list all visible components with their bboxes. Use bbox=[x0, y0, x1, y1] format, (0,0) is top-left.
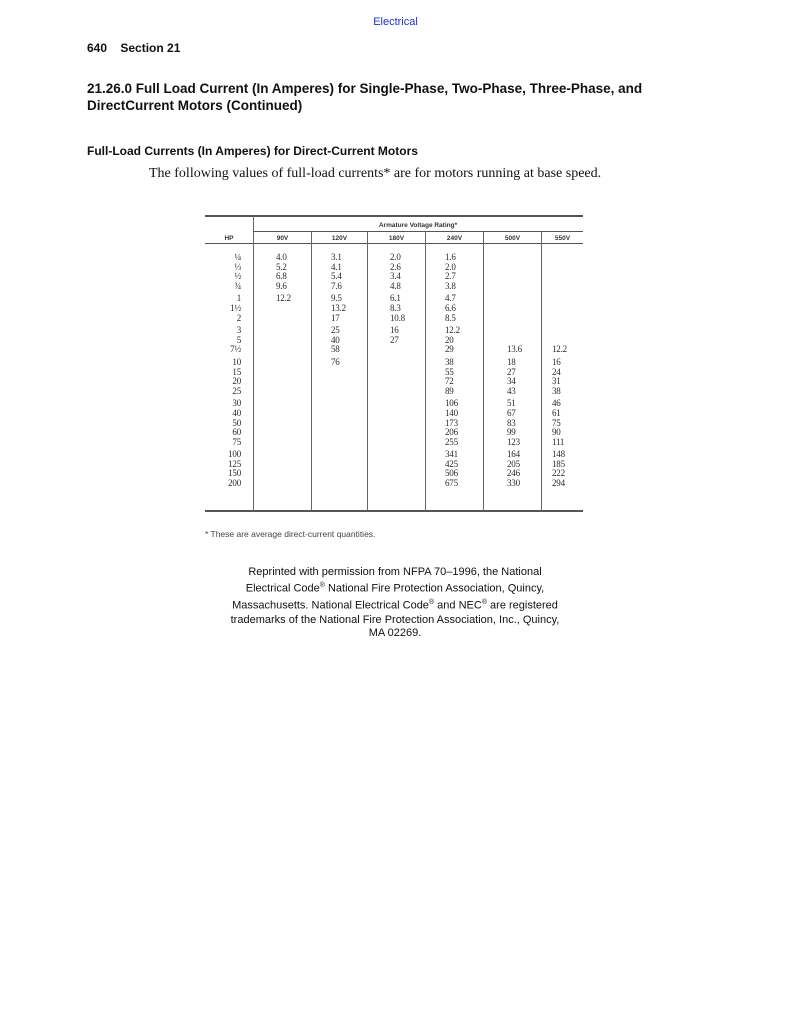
table-cell bbox=[276, 428, 291, 438]
column-header-180v: 180V bbox=[388, 235, 405, 242]
table-cell: 506 bbox=[445, 468, 458, 479]
table-divider bbox=[367, 232, 368, 511]
table-cell: 99 bbox=[507, 427, 516, 438]
v120-column bbox=[331, 253, 346, 489]
table-cell bbox=[276, 460, 291, 470]
table-cell: 341 bbox=[445, 449, 458, 460]
table-cell bbox=[552, 282, 567, 292]
table-divider bbox=[425, 232, 426, 511]
table-cell: 25 bbox=[331, 325, 340, 336]
table-cell: 12.2 bbox=[276, 293, 291, 304]
table-cell: 18 bbox=[507, 356, 516, 367]
reprint-credit bbox=[205, 566, 585, 640]
table-cell: 30 bbox=[232, 398, 241, 409]
table-cell: 76 bbox=[331, 356, 340, 367]
table-cell: 5.2 bbox=[276, 261, 287, 272]
credit-line: Reprinted with permission from NFPA 70–1996, the National bbox=[248, 566, 542, 578]
credit-text: Electrical Code bbox=[245, 583, 320, 596]
credit-text: and NEC bbox=[434, 600, 482, 613]
table-cell: 67 bbox=[507, 407, 516, 418]
table-cell: 7.6 bbox=[331, 280, 342, 291]
table-cell bbox=[276, 387, 291, 397]
credit-line bbox=[205, 579, 585, 596]
table-cell: 425 bbox=[445, 458, 458, 469]
table-cell bbox=[390, 428, 405, 438]
table-cell bbox=[276, 409, 291, 419]
credit-line: trademarks of the National Fire Protection Association, Inc., Quincy, bbox=[230, 613, 560, 626]
page-number: 640 bbox=[87, 41, 108, 55]
table-cell: 4.0 bbox=[276, 252, 287, 262]
table-cell: 150 bbox=[228, 468, 241, 479]
table-cell bbox=[331, 387, 346, 397]
table-cell: 140 bbox=[445, 407, 458, 418]
table-cell: 222 bbox=[552, 468, 565, 479]
table-cell bbox=[507, 282, 522, 292]
table-cell: 27 bbox=[507, 366, 516, 377]
table-cell bbox=[390, 387, 405, 397]
table-cell bbox=[276, 345, 291, 355]
table-cell: 125 bbox=[228, 458, 241, 469]
intro-text: The following values of full-load currents* are for motors running at base speed. bbox=[149, 166, 602, 181]
column-header-550v: 550V bbox=[554, 235, 571, 242]
table-cell bbox=[276, 469, 291, 479]
table-cell: 46 bbox=[552, 398, 561, 409]
table-cell: 90 bbox=[552, 427, 561, 438]
table-cell: 25 bbox=[232, 385, 241, 396]
table-cell: 3.4 bbox=[390, 271, 401, 282]
table-cell: 100 bbox=[228, 449, 241, 460]
table-cell bbox=[507, 314, 522, 324]
table-cell bbox=[507, 253, 522, 263]
table-cell: 1.6 bbox=[445, 252, 456, 262]
electrical-link[interactable]: Electrical bbox=[373, 16, 418, 28]
table-cell: 3 bbox=[236, 325, 241, 336]
credit-text: Massachusetts. National Electrical Code bbox=[232, 600, 429, 613]
table-cell: 38 bbox=[552, 385, 561, 396]
v550-column bbox=[552, 253, 567, 489]
table-bottom-rule bbox=[205, 510, 583, 512]
table-cell: 3.1 bbox=[331, 252, 342, 262]
table-divider bbox=[541, 232, 542, 511]
column-header-500v: 500V bbox=[504, 235, 521, 242]
table-cell: 72 bbox=[445, 376, 454, 387]
table-cell: 34 bbox=[507, 376, 516, 387]
armature-voltage-header: Armature Voltage Rating* bbox=[378, 222, 458, 229]
table-cell: 106 bbox=[445, 398, 458, 409]
table-cell: 123 bbox=[507, 436, 520, 447]
table-cell bbox=[552, 263, 567, 273]
table-cell: ½ bbox=[234, 271, 241, 282]
table-cell: 60 bbox=[232, 427, 241, 438]
table-cell: 75 bbox=[552, 417, 561, 428]
credit-line: MA 02269. bbox=[368, 626, 422, 639]
table-divider bbox=[483, 232, 484, 511]
table-cell bbox=[390, 358, 405, 368]
table-cell bbox=[276, 419, 291, 429]
table-cell: 675 bbox=[445, 478, 458, 489]
table-cell bbox=[276, 450, 291, 460]
table-cell bbox=[331, 450, 346, 460]
column-header-90v: 90V bbox=[276, 235, 289, 242]
table-cell: 10.8 bbox=[390, 312, 405, 323]
table-cell bbox=[331, 479, 346, 489]
table-cell: 206 bbox=[445, 427, 458, 438]
table-cell bbox=[390, 368, 405, 378]
section-label: Section 21 bbox=[120, 41, 181, 55]
table-cell bbox=[276, 326, 291, 336]
table-cell bbox=[390, 450, 405, 460]
table-cell bbox=[552, 294, 567, 304]
section-title: 21.26.0 Full Load Current (In Amperes) for Single-Phase, Two-Phase, Three-Phase, and DirectCurrent Motors (Continued) bbox=[87, 81, 643, 113]
table-cell bbox=[331, 460, 346, 470]
table-cell bbox=[390, 469, 405, 479]
table-cell: 12.2 bbox=[445, 325, 460, 336]
registered-mark: ® bbox=[428, 599, 435, 607]
table-cell bbox=[390, 460, 405, 470]
credit-line bbox=[205, 596, 585, 613]
table-cell: 164 bbox=[507, 449, 520, 460]
table-cell bbox=[331, 399, 346, 409]
table-cell bbox=[390, 438, 405, 448]
table-cell bbox=[390, 479, 405, 489]
table-cell: 83 bbox=[507, 417, 516, 428]
table-cell bbox=[552, 253, 567, 263]
column-header-hp: HP bbox=[224, 235, 234, 242]
table-cell bbox=[331, 409, 346, 419]
table-cell bbox=[390, 409, 405, 419]
span-header-rule bbox=[253, 231, 583, 232]
table-cell: 5.4 bbox=[331, 271, 342, 282]
header-bottom-rule bbox=[205, 243, 583, 244]
column-header-240v: 240V bbox=[446, 235, 463, 242]
table-cell bbox=[552, 272, 567, 282]
v180-column bbox=[390, 253, 405, 489]
table-cell: ¾ bbox=[234, 280, 241, 291]
v90-column bbox=[276, 253, 291, 489]
table-cell: 50 bbox=[232, 417, 241, 428]
table-cell bbox=[390, 377, 405, 387]
column-header-120v: 120V bbox=[331, 235, 348, 242]
table-cell: 205 bbox=[507, 458, 520, 469]
table-cell bbox=[507, 294, 522, 304]
table-cell: 8.5 bbox=[445, 312, 456, 323]
table-cell bbox=[276, 358, 291, 368]
table-cell: 43 bbox=[507, 385, 516, 396]
registered-mark: ® bbox=[481, 599, 487, 607]
table-cell: 6.8 bbox=[276, 271, 287, 282]
table-cell bbox=[507, 304, 522, 314]
table-cell: 2.0 bbox=[390, 252, 401, 262]
table-cell bbox=[390, 399, 405, 409]
table-cell: 13.2 bbox=[331, 302, 346, 313]
table-cell: 10 bbox=[232, 356, 241, 367]
table-cell: 27 bbox=[390, 334, 399, 345]
table-cell bbox=[331, 438, 346, 448]
table-cell: 89 bbox=[445, 385, 454, 396]
table-cell: 31 bbox=[552, 376, 561, 387]
table-cell: 75 bbox=[232, 436, 241, 447]
table-cell: 330 bbox=[507, 478, 520, 489]
table-cell bbox=[276, 399, 291, 409]
v500-column bbox=[507, 253, 522, 489]
table-cell bbox=[276, 336, 291, 346]
page-header bbox=[87, 41, 180, 55]
table-cell bbox=[331, 377, 346, 387]
table-cell: 185 bbox=[552, 458, 565, 469]
table-cell: 3.8 bbox=[445, 280, 456, 291]
table-cell: 29 bbox=[445, 344, 454, 355]
table-cell: 1 bbox=[236, 293, 241, 304]
table-cell: 12.2 bbox=[552, 344, 567, 355]
table-cell: 5 bbox=[236, 334, 241, 345]
table-cell bbox=[507, 326, 522, 336]
table-footnote: * These are average direct-current quantities. bbox=[205, 529, 376, 539]
table-cell bbox=[331, 469, 346, 479]
table-cell: 20 bbox=[445, 334, 454, 345]
table-cell: 294 bbox=[552, 478, 565, 489]
table-cell: 16 bbox=[390, 325, 399, 336]
table-cell: 2.7 bbox=[445, 271, 456, 282]
table-cell bbox=[507, 263, 522, 273]
table-cell bbox=[276, 479, 291, 489]
table-cell: 61 bbox=[552, 407, 561, 418]
table-cell: 13.6 bbox=[507, 344, 522, 355]
table-cell: 1½ bbox=[230, 302, 241, 313]
table-cell: 40 bbox=[331, 334, 340, 345]
table-divider bbox=[311, 232, 312, 511]
table-cell: 2.0 bbox=[445, 261, 456, 272]
credit-text: National Fire Protection Association, Quincy, bbox=[324, 583, 545, 596]
table-cell: 6.6 bbox=[445, 302, 456, 313]
table-cell bbox=[552, 326, 567, 336]
table-cell: 7½ bbox=[230, 344, 241, 355]
table-cell: 9.6 bbox=[276, 280, 287, 291]
credit-text: are registered bbox=[486, 600, 558, 613]
table-cell: 2 bbox=[236, 312, 241, 323]
registered-mark: ® bbox=[319, 582, 325, 590]
table-cell bbox=[276, 314, 291, 324]
table-cell bbox=[552, 314, 567, 324]
table-cell: 38 bbox=[445, 356, 454, 367]
table-cell bbox=[331, 368, 346, 378]
table-cell: 24 bbox=[552, 366, 561, 377]
table-cell: 58 bbox=[331, 344, 340, 355]
sub-heading: Full-Load Currents (In Amperes) for Direct-Current Motors bbox=[87, 144, 418, 158]
table-cell bbox=[552, 304, 567, 314]
table-cell: 55 bbox=[445, 366, 454, 377]
table-cell bbox=[331, 419, 346, 429]
v240-column bbox=[445, 253, 460, 489]
table-cell: 40 bbox=[232, 407, 241, 418]
table-cell bbox=[390, 419, 405, 429]
table-cell: 148 bbox=[552, 449, 565, 460]
table-cell: 16 bbox=[552, 356, 561, 367]
table-divider bbox=[253, 215, 254, 511]
table-cell bbox=[331, 428, 346, 438]
table-cell: 8.3 bbox=[390, 302, 401, 313]
table-cell bbox=[507, 272, 522, 282]
table-cell: 4.1 bbox=[331, 261, 342, 272]
table-cell: ¼ bbox=[234, 252, 241, 262]
table-top-rule bbox=[205, 215, 583, 217]
table-cell: 51 bbox=[507, 398, 516, 409]
table-cell: 173 bbox=[445, 417, 458, 428]
dc-motor-current-table bbox=[205, 213, 583, 515]
table-cell bbox=[390, 345, 405, 355]
table-cell: ⅓ bbox=[234, 261, 241, 272]
table-cell bbox=[276, 304, 291, 314]
table-cell: 111 bbox=[552, 436, 565, 447]
table-cell: 246 bbox=[507, 468, 520, 479]
table-cell: 4.8 bbox=[390, 280, 401, 291]
table-cell: 9.5 bbox=[331, 293, 342, 304]
table-cell: 200 bbox=[228, 478, 241, 489]
table-cell: 20 bbox=[232, 376, 241, 387]
table-cell bbox=[276, 438, 291, 448]
table-cell: 15 bbox=[232, 366, 241, 377]
table-cell: 6.1 bbox=[390, 293, 401, 304]
table-cell bbox=[276, 377, 291, 387]
table-cell: 255 bbox=[445, 436, 458, 447]
table-cell: 2.6 bbox=[390, 261, 401, 272]
hp-column bbox=[205, 253, 241, 489]
table-cell: 4.7 bbox=[445, 293, 456, 304]
table-cell: 17 bbox=[331, 312, 340, 323]
table-cell bbox=[276, 368, 291, 378]
